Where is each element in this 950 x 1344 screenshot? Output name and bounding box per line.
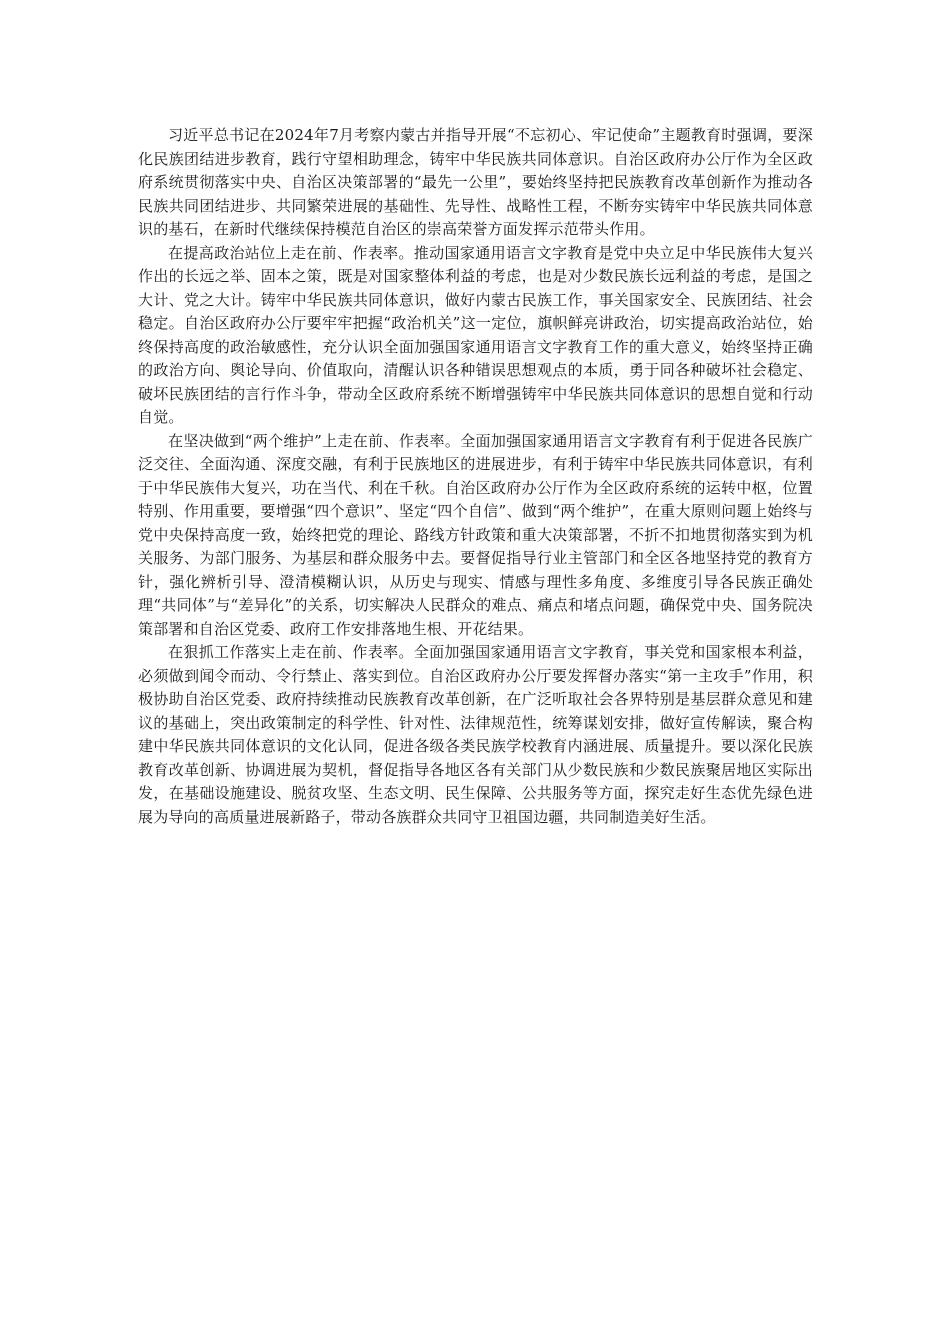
paragraph-intro: 习近平总书记在2024年7月考察内蒙古并指导开展“不忘初心、牢记使命”主题教育时强调，要深化民族团结进步教育，践行守望相助理念，铸牢中华民族共同体意识。自治区政府办公厅作为全区政府系统贯彻落实中央、自治区决策部署的“最先一公里”，要始终坚持把民族教育改革创新作为推动各民族共同团结进步、共同繁荣进展的基础性、先导性、战略性工程，不断夯实铸牢中华民族共同体意识的基石，在新时代继续保持模范自治区的崇高荣誉方面发挥示范带头作用。 [138,126,813,238]
document-body [138,124,813,829]
paragraph-implementation: 在狠抓工作落实上走在前、作表率。全面加强国家通用语言文字教育，事关党和国家根本利益，必须做到闻令而动、令行禁止、落实到位。自治区政府办公厅要发挥督办落实“第一主攻手”作用，积极协助自治区党委、政府持续推动民族教育改革创新，在广泛听取社会各界特别是基层群众意见和建议的基础上，突出政策制定的科学性、针对性、法律规范性，统筹谋划安排，做好宣传解读，聚合构建中华民族共同体意识的文化认同，促进各级各类民族学校教育内涵进展、质量提升。要以深化民族教育改革创新、协调进展为契机，督促指导各地区各有关部门从少数民族和少数民族聚居地区实际出发，在基础设施建设、脱贫攻坚、生态文明、民生保障、公共服务等方面，探究走好生态优先绿色进展为导向的高质量进展新路子，带动各族群众共同守卫祖国边疆，共同制造美好生活。 [138,643,813,826]
paragraph-two-safeguards: 在坚决做到“两个维护”上走在前、作表率。全面加强国家通用语言文字教育有利于促进各民族广泛交往、全面沟通、深度交融，有利于民族地区的进展进步，有利于铸牢中华民族共同体意识，有利于中华民族伟大复兴，功在当代、利在千秋。自治区政府办公厅作为全区政府系统的运转中枢，位置特别、作用重要，要增强“四个意识”、坚定“四个自信”、做到“两个维护”，在重大原则问题上始终与党中央保持高度一致，始终把党的理论、路线方针政策和重大决策部署，不折不扣地贯彻落实到为机关服务、为部门服务、为基层和群众服务中去。要督促指导行业主管部门和全区各地坚持党的教育方针，强化辨析引导、澄清模糊认识，从历史与现实、情感与理性多角度、多维度引导各民族正确处理“共同体”与“差异化”的关系，切实解决人民群众的难点、痛点和堵点问题，确保党中央、国务院决策部署和自治区党委、政府工作安排落地生根、开花结果。 [138,431,813,638]
paragraph-political-stance: 在提高政治站位上走在前、作表率。推动国家通用语言文字教育是党中央立足中华民族伟大复兴作出的长远之举、固本之策，既是对国家整体利益的考虑，也是对少数民族长远利益的考虑，是国之大计、党之大计。铸牢中华民族共同体意识，做好内蒙古民族工作，事关国家安全、民族团结、社会稳定。自治区政府办公厅要牢牢把握“政治机关”这一定位，旗帜鲜亮讲政治，切实提高政治站位，始终保持高度的政治敏感性，充分认识全面加强国家通用语言文字教育工作的重大意义，始终坚持正确的政治方向、舆论导向、价值取向，清醒认识各种错误思想观点的本质，勇于同各种破坏社会稳定、破坏民族团结的言行作斗争，带动全区政府系统不断增强铸牢中华民族共同体意识的思想自觉和行动自觉。 [138,243,813,426]
